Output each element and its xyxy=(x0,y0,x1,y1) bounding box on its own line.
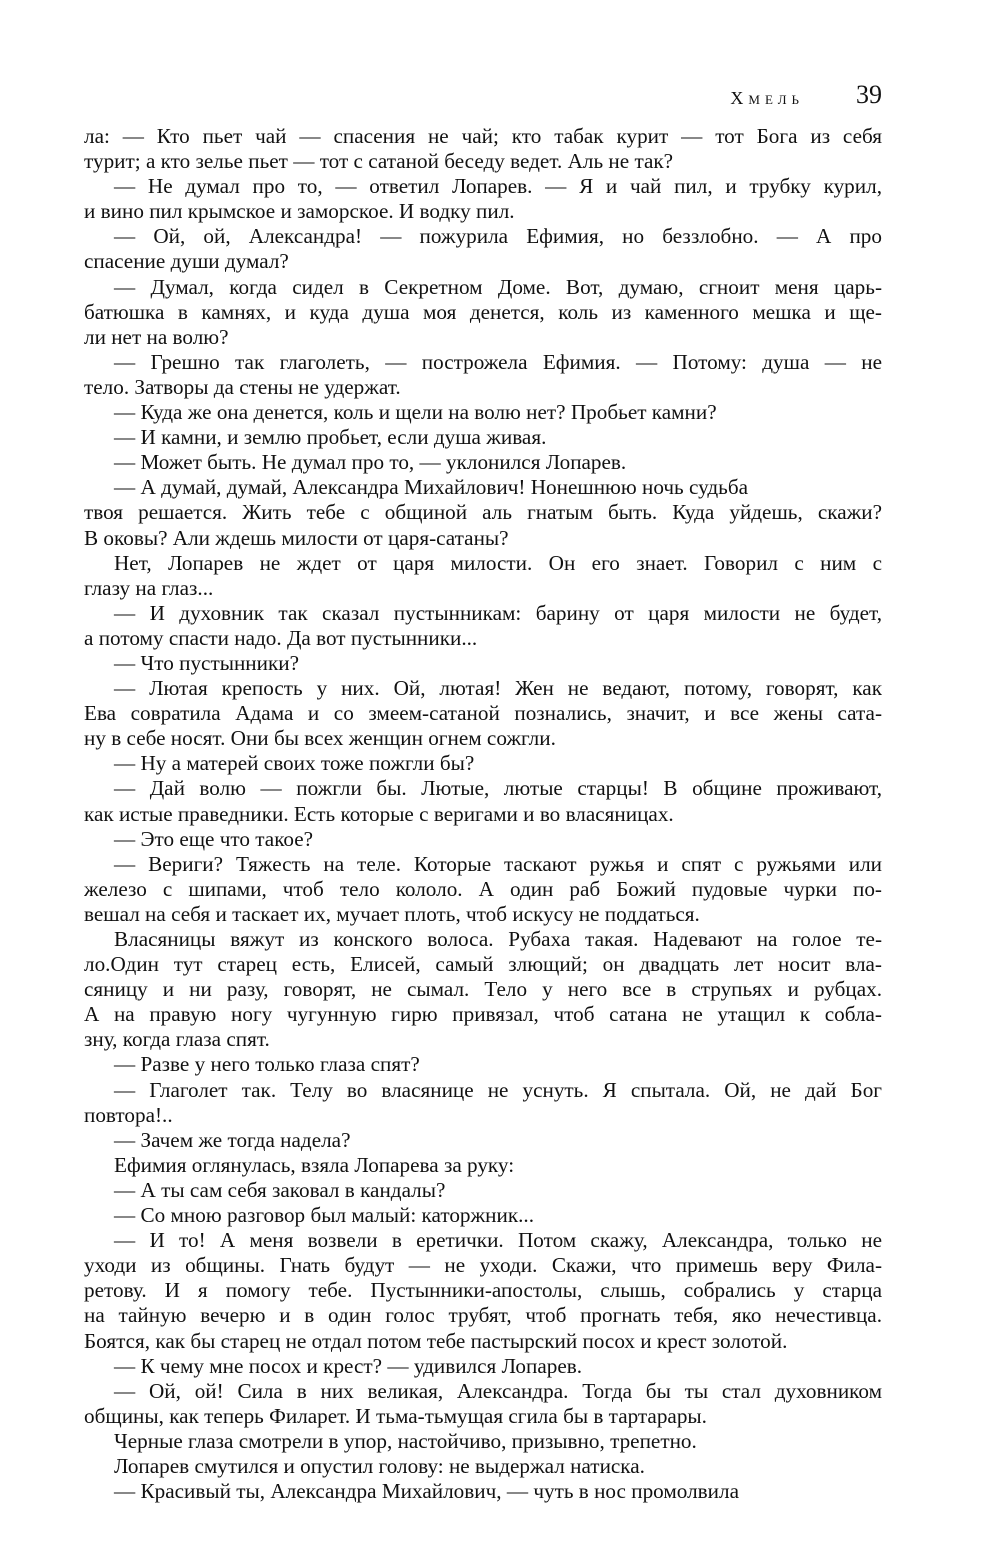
text-line xyxy=(84,1078,882,1103)
text-line: глазу на глаз... xyxy=(84,575,214,600)
text-line: Боятся, как бы старец не отдал потом тебе пастырский посох и крест золотой. xyxy=(84,1328,788,1353)
running-title: Хмель xyxy=(730,88,804,108)
text-line-content: — Ой, ой! Сила в них великая, Александра. Тогда бы ты стал духовником xyxy=(114,1378,882,1403)
text-line: — И камни, и землю пробьет, если душа живая. xyxy=(114,425,547,450)
text-line xyxy=(84,601,882,626)
text-line: В оковы? Али ждешь милости от царя-сатаны? xyxy=(84,525,509,550)
text-line-content: сяницу и ни разу, говорят, не сымал. Тело у него все в струпьях и рубцах. xyxy=(84,977,882,1002)
text-line: — К чему мне посох и крест? — удивился Лопарев. xyxy=(114,1353,583,1378)
text-line-content: — Глаголет так. Телу во власянице не уснуть. Я спытала. Ой, не дай Бог xyxy=(114,1077,882,1102)
text-line: Лопарев смутился и опустил голову: не выдержал натиска. xyxy=(114,1453,645,1478)
text-line-content: — И то! А меня возвели в еретички. Потом скажу, Александра, только не xyxy=(114,1228,882,1253)
text-line xyxy=(84,275,882,300)
text-line: — Это еще что такое? xyxy=(114,826,314,851)
text-line: вешал на себя и таскает их, мучает плоть, чтоб искусу не поддаться. xyxy=(84,901,700,926)
text-line: спасение души думал? xyxy=(84,249,289,274)
text-line-content: батюшка в камнях, и куда душа моя денется, коль из каменного мешка и ще- xyxy=(84,299,882,324)
text-line xyxy=(84,977,882,1002)
text-line xyxy=(84,1253,882,1278)
text-line: — Куда же она денется, коль и щели на волю нет? Пробьет камни? xyxy=(114,400,717,425)
text-line-content: — Вериги? Тяжесть на теле. Которые таскают ружья и спят с ружьями или xyxy=(114,851,882,876)
text-line xyxy=(84,500,882,525)
text-line xyxy=(84,676,882,701)
text-line xyxy=(84,1379,882,1404)
text-line-content: ло.Один тут старец есть, Елисей, самый злющий; он двадцать лет носит вла- xyxy=(84,952,882,977)
text-line: общины, как теперь Филарет. И тьма-тьмущая сгила бы в тартарары. xyxy=(84,1403,707,1428)
text-line-content: — Лютая крепость у них. Ой, лютая! Жен не ведают, потому, говорят, как xyxy=(114,676,882,701)
text-line: — А ты сам себя заковал в кандалы? xyxy=(114,1177,446,1202)
text-line xyxy=(84,776,882,801)
text-line-content: уходи из общины. Гнать будут — не уходи. Скажи, что примешь веру Фила- xyxy=(84,1253,882,1278)
text-line: — Зачем же тогда надела? xyxy=(114,1127,351,1152)
text-line xyxy=(84,551,882,576)
text-line xyxy=(84,174,882,199)
text-line: повтора!.. xyxy=(84,1102,173,1127)
text-line xyxy=(84,852,882,877)
text-line-content: твоя решается. Жить тебе с общиной аль гнатым быть. Куда уйдешь, скажи? xyxy=(84,500,882,525)
text-line: — Красивый ты, Александра Михайлович, — чуть в нос промолвила xyxy=(114,1479,739,1504)
text-line xyxy=(84,124,882,149)
text-line xyxy=(84,1228,882,1253)
text-line-content: железо с шипами, чтоб тело кололо. А один раб Божий пудовые чурки по- xyxy=(84,876,882,901)
text-line-content: — Грешно так глаголеть, — построжела Ефимия. — Потому: душа — не xyxy=(114,349,882,374)
text-line-content: — Не думал про то, — ответил Лопарев. — Я и чай пил, и трубку курил, xyxy=(114,174,882,199)
text-line-content: Нет, Лопарев не ждет от царя милости. Он его знает. Говорил с ним с xyxy=(114,550,882,575)
text-line: — Может быть. Не думал про то, — уклонился Лопарев. xyxy=(114,450,627,475)
running-head xyxy=(84,82,882,122)
text-line xyxy=(84,300,882,325)
text-line: зну, когда глаза спят. xyxy=(84,1027,270,1052)
text-line xyxy=(84,701,882,726)
text-line: — Что пустынники? xyxy=(114,650,300,675)
text-line: а потому спасти надо. Да вот пустынники... xyxy=(84,625,478,650)
text-line-content: ретову. И я помогу тебе. Пустынники-апостолы, слышь, собрались у старца xyxy=(84,1278,882,1303)
text-line-content: — Думал, когда сидел в Секретном Доме. Вот, думаю, сгноит меня царь- xyxy=(114,274,882,299)
text-line-content: — И духовник так сказал пустынникам: барину от царя милости не будет, xyxy=(114,600,882,625)
text-line xyxy=(84,952,882,977)
text-line: турит; а кто зелье пьет — тот с сатаной беседу ведет. Аль не так? xyxy=(84,149,674,174)
text-line xyxy=(84,927,882,952)
text-line xyxy=(84,877,882,902)
text-line-content: Ева совратила Адама и со змеем-сатаной познались, значит, и все жены сата- xyxy=(84,701,882,726)
text-line: Черные глаза смотрели в упор, настойчиво, призывно, трепетно. xyxy=(114,1428,697,1453)
text-line xyxy=(84,224,882,249)
body-text xyxy=(84,124,882,1504)
text-line xyxy=(84,475,882,500)
text-line: Ефимия оглянулась, взяла Лопарева за руку: xyxy=(114,1152,515,1177)
text-line xyxy=(84,350,882,375)
text-line: — Со мною разговор был малый: каторжник... xyxy=(114,1203,535,1228)
page-number: 39 xyxy=(856,80,882,109)
text-line-content: — Ой, ой, Александра! — пожурила Ефимия, но беззлобно. — А про xyxy=(114,224,882,249)
text-line: — Ну а матерей своих тоже пожгли бы? xyxy=(114,751,475,776)
text-line-content: Власяницы вяжут из конского волоса. Рубаха такая. Надевают на голое те- xyxy=(114,927,882,951)
text-line xyxy=(84,1278,882,1303)
text-line-content: — А думай, думай, Александра Михайлович! Нонешнюю ночь судьба xyxy=(114,475,748,500)
text-line xyxy=(84,1303,882,1328)
text-line: и вино пил крымское и заморское. И водку пил. xyxy=(84,199,515,224)
text-line: ну в себе носят. Они бы всех женщин огнем сожгли. xyxy=(84,726,556,751)
text-line: как истые праведники. Есть которые с веригами и во власяницах. xyxy=(84,801,674,826)
text-line xyxy=(84,1002,882,1027)
text-line: — Разве у него только глаза спят? xyxy=(114,1052,420,1077)
text-line-content: ла: — Кто пьет чай — спасения не чай; кто табак курит — тот Бога из себя xyxy=(84,124,882,148)
text-line-content: на тайную вечерю и в один голос трубят, чтоб прогнать тебя, яко нечестивца. xyxy=(84,1303,882,1328)
text-line: ли нет на волю? xyxy=(84,324,229,349)
text-line: тело. Затворы да стены не удержат. xyxy=(84,374,401,399)
text-line-content: — Дай волю — пожгли бы. Лютые, лютые старцы! В общине проживают, xyxy=(114,776,882,801)
text-line-content: А на правую ногу чугунную гирю привязал, чтоб сатана не утащил к собла- xyxy=(84,1002,882,1027)
